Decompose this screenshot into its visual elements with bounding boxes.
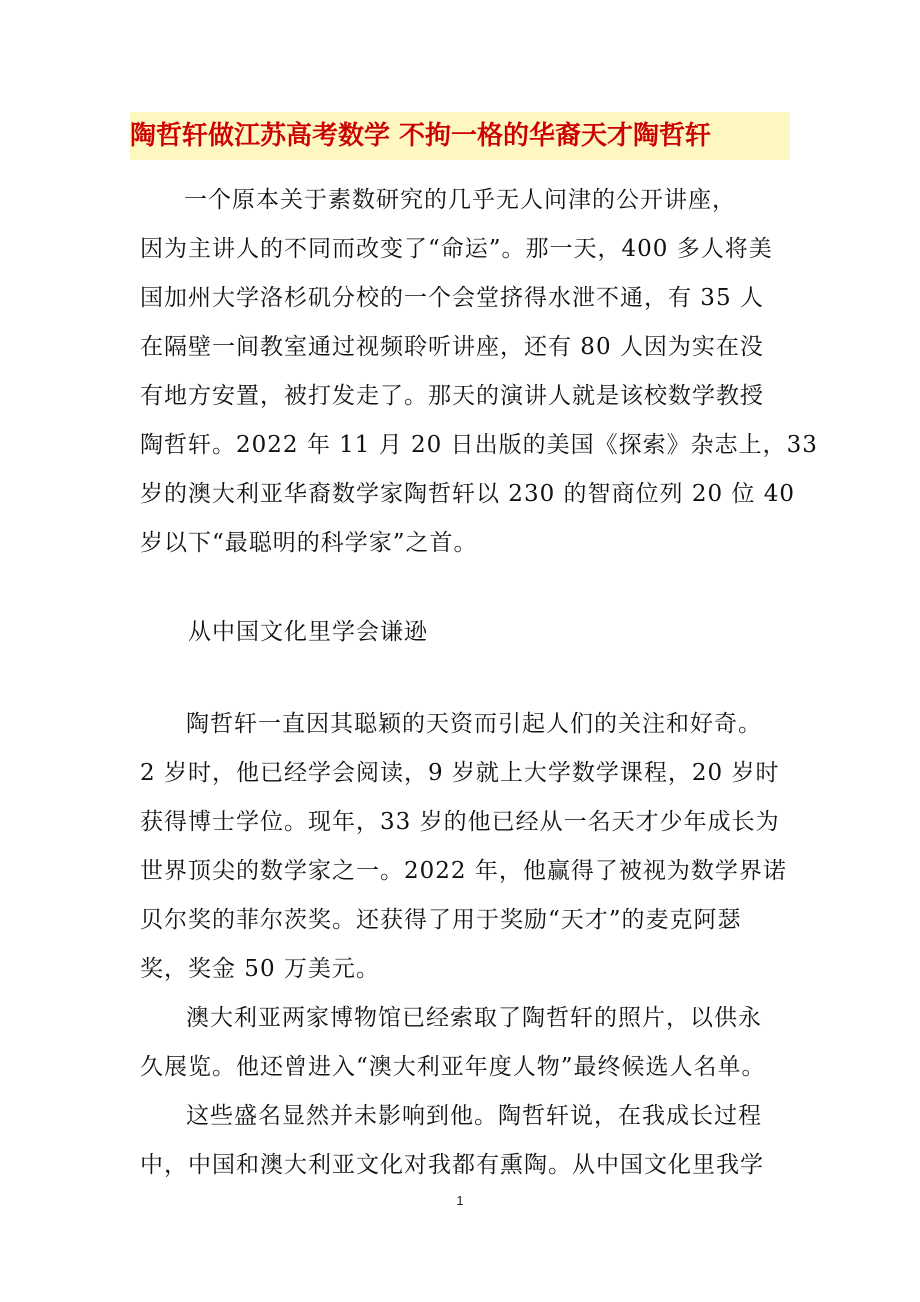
paragraph-line: 岁以下“最聪明的科学家”之首。 <box>140 530 478 556</box>
paragraph-line: 贝尔奖的菲尔茨奖。还获得了用于奖励“天才”的麦克阿瑟 <box>140 907 742 933</box>
paragraph-line: 因为主讲人的不同而改变了“命运”。那一天，400 多人将美 <box>140 236 773 262</box>
document-title: 陶哲轩做江苏高考数学 不拘一格的华裔天才陶哲轩 <box>130 112 790 160</box>
paragraph-line: 一个原本关于素数研究的几乎无人问津的公开讲座， <box>184 187 736 213</box>
paragraph-2 <box>140 700 790 994</box>
paragraph-line: 陶哲轩一直因其聪颖的天资而引起人们的关注和好奇。 <box>186 711 762 737</box>
paragraph-line: 获得博士学位。现年，33 岁的他已经从一名天才少年成长为 <box>140 809 780 835</box>
paragraph-line: 澳大利亚两家博物馆已经索取了陶哲轩的照片，以供永 <box>186 1005 762 1031</box>
paragraph-line: 奖，奖金 50 万美元。 <box>140 956 380 982</box>
paragraph-line: 在隔壁一间教室通过视频聆听讲座，还有 80 人因为实在没 <box>140 334 764 360</box>
paragraph-line: 陶哲轩。2022 年 11 月 20 日出版的美国《探索》杂志上，33 <box>140 432 818 458</box>
section-subheading: 从中国文化里学会谦逊 <box>188 619 428 645</box>
paragraph-line: 岁的澳大利亚华裔数学家陶哲轩以 230 的智商位列 20 位 40 <box>140 481 795 507</box>
paragraph-line: 国加州大学洛杉矶分校的一个会堂挤得水泄不通，有 35 人 <box>140 285 764 311</box>
paragraph-line: 有地方安置，被打发走了。那天的演讲人就是该校数学教授 <box>140 383 764 409</box>
paragraph-line: 2 岁时，他已经学会阅读，9 岁就上大学数学课程，20 岁时 <box>140 760 780 786</box>
paragraph-line: 世界顶尖的数学家之一。2022 年，他赢得了被视为数学界诺 <box>140 858 787 884</box>
page-number: 1 <box>456 1193 464 1208</box>
paragraph-line: 中，中国和澳大利亚文化对我都有熏陶。从中国文化里我学 <box>140 1152 764 1178</box>
paragraph-3 <box>140 994 790 1092</box>
paragraph-line: 久展览。他还曾进入“澳大利亚年度人物”最终候选人名单。 <box>140 1054 766 1080</box>
paragraph-1 <box>140 176 818 568</box>
paragraph-line: 这些盛名显然并未影响到他。陶哲轩说，在我成长过程 <box>186 1103 762 1129</box>
paragraph-4 <box>140 1092 790 1190</box>
